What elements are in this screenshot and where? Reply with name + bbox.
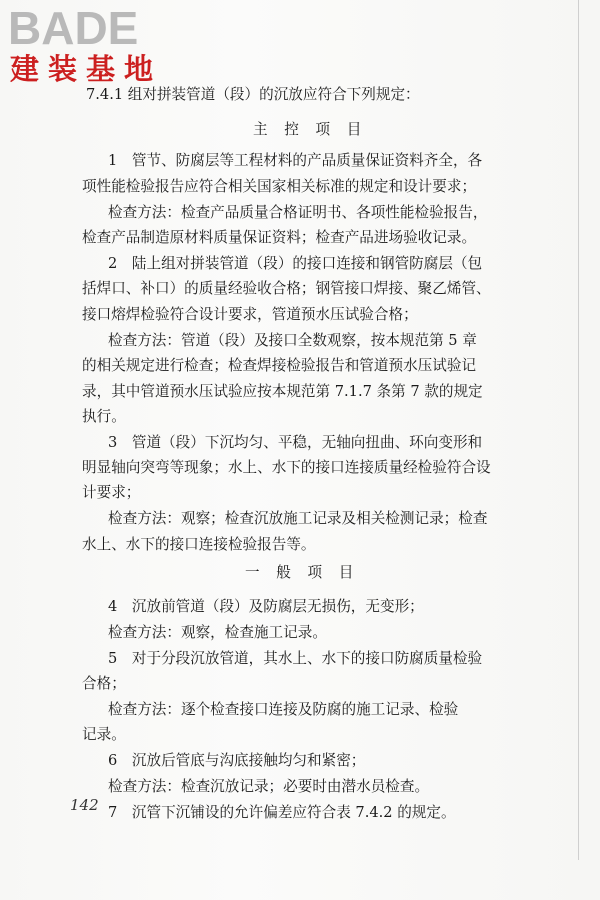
page-edge-line: [578, 0, 579, 860]
item-7-line-1: 7 沉管下沉铺设的允许偏差应符合表 7.4.2 的规定。: [108, 804, 456, 821]
item-5-line-1: 5 对于分段沉放管道，其水上、水下的接口防腐质量检验: [108, 650, 483, 667]
item-1-check-line-2: 检查产品制造原材料质量保证资料；检查产品进场验收记录。: [82, 229, 477, 246]
item-2-line-1: 2 陆上组对拼装管道（段）的接口连接和钢管防腐层（包: [108, 255, 483, 272]
item-3-line-1: 3 管道（段）下沉均匀、平稳，无轴向扭曲、环向变形和: [108, 434, 483, 451]
item-4-check: 检查方法：观察，检查施工记录。: [108, 624, 327, 641]
item-1-line-1: 1 管节、防腐层等工程材料的产品质量保证资料齐全，各: [108, 152, 483, 169]
general-items-heading: 一 般 项 目: [245, 564, 360, 581]
page-number: 142: [70, 796, 99, 814]
item-2-check-line-1: 检查方法：管道（段）及接口全数观察，按本规范第 5 章: [108, 332, 477, 349]
item-2-check-line-2: 的相关规定进行检查；检查焊接检验报告和管道预水压试验记: [82, 357, 477, 374]
watermark-brand: BADE: [8, 2, 139, 54]
item-6-line-1: 6 沉放后管底与沟底接触均匀和紧密；: [108, 752, 366, 769]
item-4-line-1: 4 沉放前管道（段）及防腐层无损伤，无变形；: [108, 598, 424, 615]
item-2-line-2: 括焊口、补口）的质量经验收合格；钢管接口焊接、聚乙烯管、: [82, 280, 491, 297]
item-2-check-line-4: 执行。: [82, 408, 126, 425]
section-intro: 7.4.1 组对拼装管道（段）的沉放应符合下列规定：: [86, 86, 420, 103]
item-1-check-line-1: 检查方法：检查产品质量合格证明书、各项性能检验报告，: [108, 204, 488, 221]
item-5-check-line-1: 检查方法：逐个检查接口连接及防腐的施工记录、检验: [108, 701, 459, 718]
item-1-line-2: 项性能检验报告应符合相关国家相关标准的规定和设计要求；: [82, 178, 477, 195]
item-6-check: 检查方法：检查沉放记录；必要时由潜水员检查。: [108, 778, 430, 795]
item-3-line-3: 计要求；: [82, 484, 141, 501]
item-2-check-line-3: 录，其中管道预水压试验应按本规范第 7.1.7 条第 7 款的规定: [82, 383, 483, 400]
item-2-line-3: 接口熔焊检验符合设计要求，管道预水压试验合格；: [82, 306, 418, 323]
item-5-line-2: 合格；: [82, 675, 126, 692]
watermark-tagline: 建装基地: [10, 52, 163, 86]
item-3-check-line-2: 水上、水下的接口连接检验报告等。: [82, 536, 316, 553]
item-3-check-line-1: 检查方法：观察；检查沉放施工记录及相关检测记录；检查: [108, 510, 488, 527]
main-control-heading: 主 控 项 目: [253, 121, 368, 138]
item-3-line-2: 明显轴向突弯等现象；水上、水下的接口连接质量经检验符合设: [82, 459, 491, 476]
item-5-check-line-2: 记录。: [82, 726, 126, 743]
